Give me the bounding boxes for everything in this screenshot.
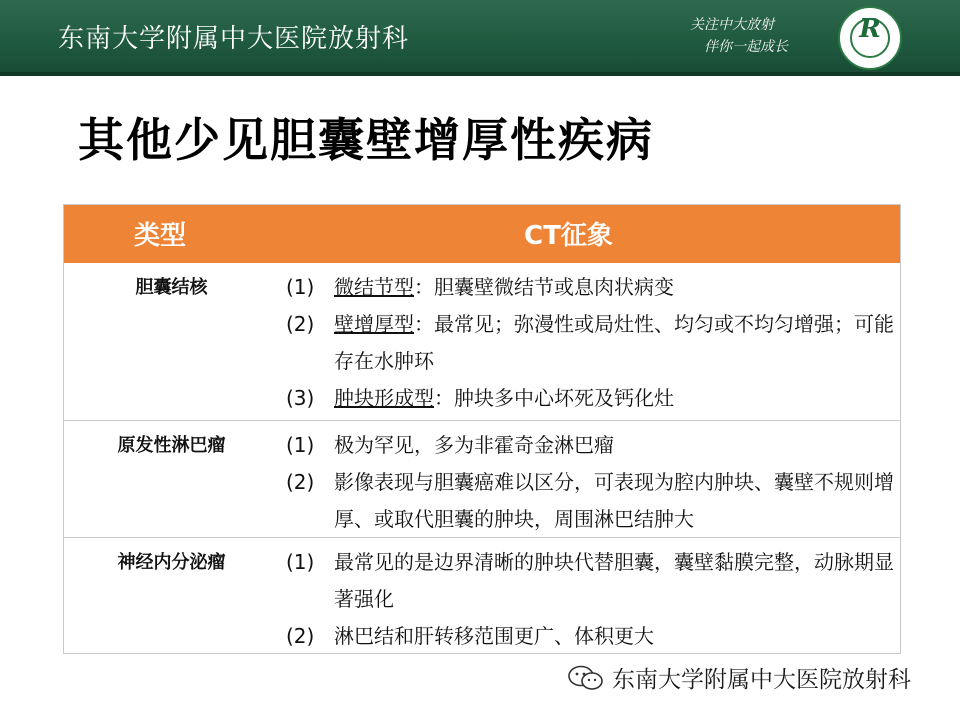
row-items bbox=[286, 269, 896, 417]
item-text: 淋巴结和肝转移范围更广、体积更大 bbox=[334, 624, 654, 648]
item-text: 影像表现与胆囊癌难以区分，可表现为腔内肿块、囊壁不规则增厚、或取代胆囊的肿块，周围淋巴结肿大 bbox=[334, 470, 894, 531]
table-row bbox=[64, 537, 900, 655]
row-type: 神经内分泌瘤 bbox=[117, 552, 226, 573]
page-title: 其他少见胆囊壁增厚性疾病 bbox=[78, 113, 654, 167]
header-ct: CT征象 bbox=[524, 221, 613, 251]
list-item bbox=[286, 380, 896, 417]
item-number: (1) bbox=[286, 275, 315, 299]
item-text: ：肿块多中心坏死及钙化灶 bbox=[434, 386, 674, 410]
logo-glyph: R bbox=[859, 14, 881, 44]
list-item bbox=[286, 618, 896, 655]
item-text: 极为罕见，多为非霍奇金淋巴瘤 bbox=[334, 433, 614, 457]
footer-watermark: 东南大学附属中大医院放射科 bbox=[612, 667, 911, 693]
table-row bbox=[64, 263, 900, 420]
item-number: (1) bbox=[286, 550, 315, 574]
item-text: ：最常见；弥漫性或局灶性、均匀或不均匀增强；可能存在水肿环 bbox=[334, 312, 894, 373]
list-item bbox=[286, 544, 896, 618]
ct-findings-table bbox=[63, 204, 901, 654]
row-type: 胆囊结核 bbox=[135, 277, 208, 298]
header-type: 类型 bbox=[134, 221, 187, 251]
slogan-line-2: 伴你一起成长 bbox=[704, 39, 788, 55]
wechat-icon bbox=[566, 664, 606, 692]
slogan-line-1: 关注中大放射 bbox=[690, 17, 774, 33]
slogan bbox=[690, 14, 800, 58]
list-item bbox=[286, 269, 896, 306]
item-number: (2) bbox=[286, 470, 315, 494]
item-term: 壁增厚型 bbox=[334, 312, 414, 336]
table-header bbox=[64, 205, 900, 263]
table-row bbox=[64, 420, 900, 537]
row-items bbox=[286, 544, 896, 655]
org-title: 东南大学附属中大医院放射科 bbox=[58, 24, 410, 54]
item-number: (3) bbox=[286, 386, 315, 410]
item-text: 最常见的是边界清晰的肿块代替胆囊，囊壁黏膜完整，动脉期显著强化 bbox=[334, 550, 894, 611]
item-term: 微结节型 bbox=[334, 275, 414, 299]
item-number: (2) bbox=[286, 312, 315, 336]
list-item bbox=[286, 427, 896, 464]
hospital-logo bbox=[838, 6, 902, 70]
row-type: 原发性淋巴瘤 bbox=[117, 435, 226, 456]
list-item bbox=[286, 306, 896, 380]
row-items bbox=[286, 427, 896, 538]
header-bar bbox=[0, 0, 960, 76]
item-term: 肿块形成型 bbox=[334, 386, 434, 410]
item-text: ：胆囊壁微结节或息肉状病变 bbox=[414, 275, 674, 299]
item-number: (1) bbox=[286, 433, 315, 457]
list-item bbox=[286, 464, 896, 538]
item-number: (2) bbox=[286, 624, 315, 648]
